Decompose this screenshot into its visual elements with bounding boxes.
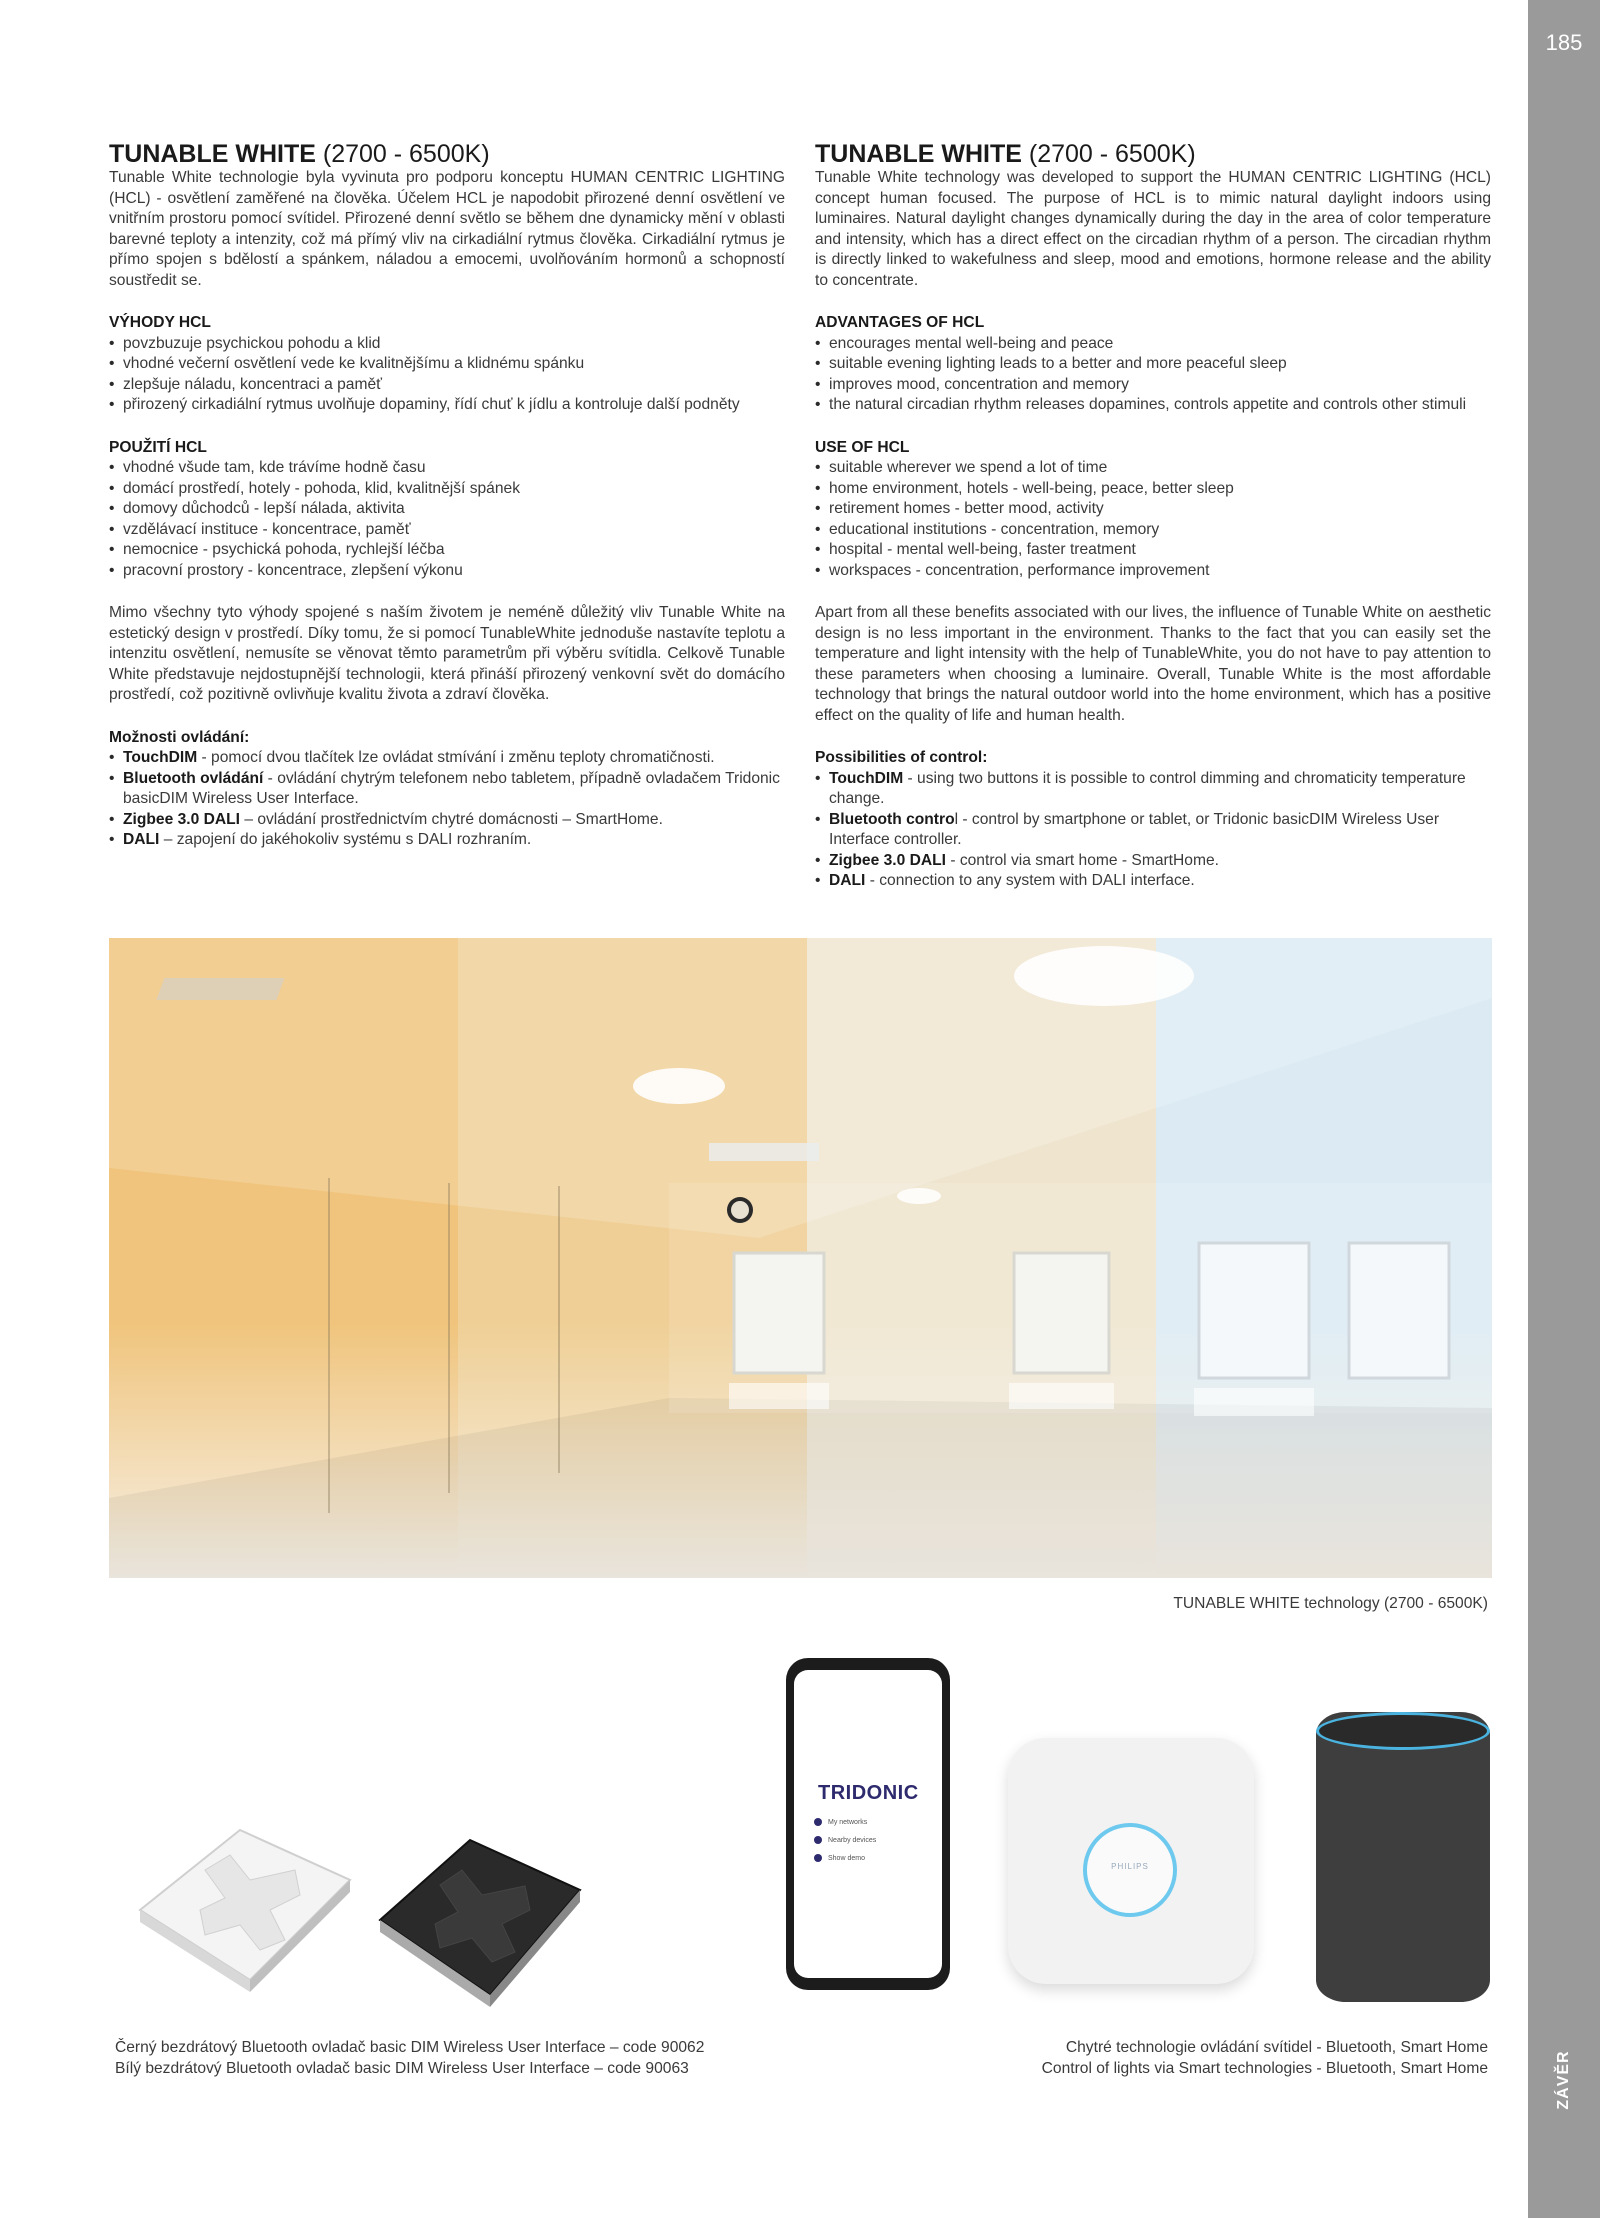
menu-dot-icon [814,1836,822,1844]
list-item: • home environment, hotels - well-being, peace, better sleep [815,479,1491,500]
english-paragraph: Apart from all these benefits associated with our lives, the influence of Tunable White on aesthetic design is no less important in the environment. Thanks to the fact that you can easily set the temperature and light intensity with the help of TunableWhite, you do not have to pay attention to these parameters when choosing a luminaire. Overall, Tunable White is the most affordable technology that brings the natural outdoor world into the home environment, which has a positive effect on the quality of life and human health. [815,604,1491,724]
list-item: • domovy důchodců - lepší nálada, aktivita [109,499,785,520]
title-bold: TUNABLE WHITE [109,140,316,168]
list-item: • TouchDIM - pomocí dvou tlačítek lze ovládat stmívání i změnu teploty chromatičnosti. [109,748,785,769]
phone-menu-item[interactable]: My networks [814,1818,867,1826]
czech-use-heading: POUŽITÍ HCL [109,438,207,456]
list-item: • suitable evening lighting leads to a better and more peaceful sleep [815,354,1491,375]
list-item: • Zigbee 3.0 DALI - control via smart home - SmartHome. [815,851,1491,872]
list-item: • hospital - mental well-being, faster treatment [815,540,1491,561]
list-item: • zlepšuje náladu, koncentraci a paměť [109,375,785,396]
remote-caption-black: Černý bezdrátový Bluetooth ovladač basic DIM Wireless User Interface – code 90062 [115,2039,705,2056]
remote-caption-white: Bílý bezdrátový Bluetooth ovladač basic DIM Wireless User Interface – code 90063 [115,2060,689,2077]
list-item: • suitable wherever we spend a lot of time [815,458,1491,479]
list-item: • povzbuzuje psychickou pohodu a klid [109,334,785,355]
page-number: 185 [1545,30,1583,55]
list-item: • TouchDIM - using two buttons it is possible to control dimming and chromaticity temperature change. [815,769,1491,810]
title-range: (2700 - 6500K) [322,140,490,168]
czech-use-list [109,458,785,581]
czech-control-list [109,748,785,851]
menu-dot-icon [814,1818,822,1826]
phone-menu-item[interactable]: Nearby devices [814,1836,876,1844]
list-item: • DALI - connection to any system with DALI interface. [815,871,1491,892]
phone-menu-item[interactable]: Show demo [814,1854,865,1862]
smart-caption-en: Control of lights via Smart technologies - Bluetooth, Smart Home [1041,2060,1488,2077]
list-item: • nemocnice - psychická pohoda, rychlejší léčba [109,540,785,561]
czech-advantages-heading: VÝHODY HCL [109,314,211,331]
list-item: • DALI – zapojení do jakéhokoliv systému s DALI rozhraním. [109,830,785,851]
czech-control-heading: Možnosti ovládání: [109,728,250,746]
photo-caption: TUNABLE WHITE technology (2700 - 6500K) [1173,1595,1488,1612]
hub-brand: PHILIPS [1111,1862,1149,1871]
phone-brand: TRIDONIC [818,1782,919,1804]
title-bold: TUNABLE WHITE [815,140,1022,168]
list-item: • pracovní prostory - koncentrace, zlepšení výkonu [109,561,785,582]
list-item: • the natural circadian rhythm releases dopamines, controls appetite and controls other stimuli [815,395,1491,416]
menu-dot-icon [814,1854,822,1862]
list-item: • Bluetooth control - control by smartphone or tablet, or Tridonic basicDIM Wireless User Interface controller. [815,810,1491,851]
smartphone-icon [786,1658,950,1990]
list-item: • Zigbee 3.0 DALI – ovládání prostřednictvím chytré domácnosti – SmartHome. [109,810,785,831]
room-photo [109,938,1492,1578]
title-range: (2700 - 6500K) [1028,140,1196,168]
list-item: • encourages mental well-being and peace [815,334,1491,355]
smart-caption-cz: Chytré technologie ovládání svítidel - Bluetooth, Smart Home [1065,2039,1488,2056]
czech-paragraph: Mimo všechny tyto výhody spojené s naším životem je neméně důležitý vliv Tunable White na estetický design v prostředí. Díky tomu, že si pomocí TunableWhite jednoduše nastavíte teplotu a intenzitu osvětlení, nemusíte se věnovat těmto parametrům při výběru svítidla. Celkově Tunable White představuje nejdostupnější technologii, která přináší přirozený venkovní svět do domácího prostředí, což pozitivně ovlivňuje kvalitu života a zdraví člověka. [109,604,785,703]
czech-column [109,140,785,851]
list-item: • přirozený cirkadiální rytmus uvolňuje dopaminy, řídí chuť k jídlu a kontroluje další podněty [109,395,785,416]
list-item: • domácí prostředí, hotely - pohoda, klid, kvalitnější spánek [109,479,785,500]
side-bar [1528,0,1600,2218]
section-tab-label: ZÁVĚR [1555,2050,1572,2110]
list-item: • improves mood, concentration and memory [815,375,1491,396]
list-item: • vzdělávací instituce - koncentrace, paměť [109,520,785,541]
list-item: • vhodné všude tam, kde trávíme hodně času [109,458,785,479]
remotes-image [110,1800,670,2040]
list-item: • retirement homes - better mood, activity [815,499,1491,520]
czech-advantages-list [109,334,785,416]
room-illustration [109,938,1492,1578]
phone-screen [794,1670,942,1978]
english-advantages-list [815,334,1491,416]
english-advantages-heading: ADVANTAGES OF HCL [815,314,985,331]
smart-speaker-icon [1316,1712,1490,2002]
list-item: • educational institutions - concentration, memory [815,520,1491,541]
english-title [815,140,1491,168]
czech-title [109,140,785,168]
list-item: • vhodné večerní osvětlení vede ke kvalitnějšímu a klidnému spánku [109,354,785,375]
english-control-list [815,769,1491,892]
english-use-heading: USE OF HCL [815,438,910,456]
smart-hub-icon [1008,1738,1254,1984]
list-item: • Bluetooth ovládání - ovládání chytrým telefonem nebo tabletem, případně ovladačem Tridonic basicDIM Wireless User Interface. [109,769,785,810]
czech-intro: Tunable White technologie byla vyvinuta pro podporu konceptu HUMAN CENTRIC LIGHTING (HCL) - osvětlení zaměřené na člověka. Účelem HCL je napodobit přirozené denní osvětlení ve vnitřním prostoru pomocí svítidel. Přirozené denní světlo se během dne dynamicky mění v oblasti barevné teploty a intenzity, což má přímý vliv na cirkadiální rytmus člověka. Cirkadiální rytmus je přímo spojen s bdělostí a spánkem, náladou a emocemi, uvolňováním hormonů a schopností soustředit se. [109,169,785,289]
white-remote-icon [140,1830,350,1992]
black-remote-icon [380,1840,580,2007]
english-intro: Tunable White technology was developed to support the HUMAN CENTRIC LIGHTING (HCL) concept human focused. The purpose of HCL is to mimic natural daylight indoors using luminaires. Natural daylight changes dynamically during the day in the area of color temperature and intensity, which has a direct effect on the circadian rhythm of a person. The circadian rhythm is directly linked to wakefulness and sleep, mood and emotions, hormone release and the ability to concentrate. [815,169,1491,289]
english-use-list [815,458,1491,581]
english-control-heading: Possibilities of control: [815,749,988,766]
section-tab [1528,2050,1600,2110]
english-column [815,140,1491,892]
list-item: • workspaces - concentration, performance improvement [815,561,1491,582]
speaker-ring [1316,1712,1490,1750]
